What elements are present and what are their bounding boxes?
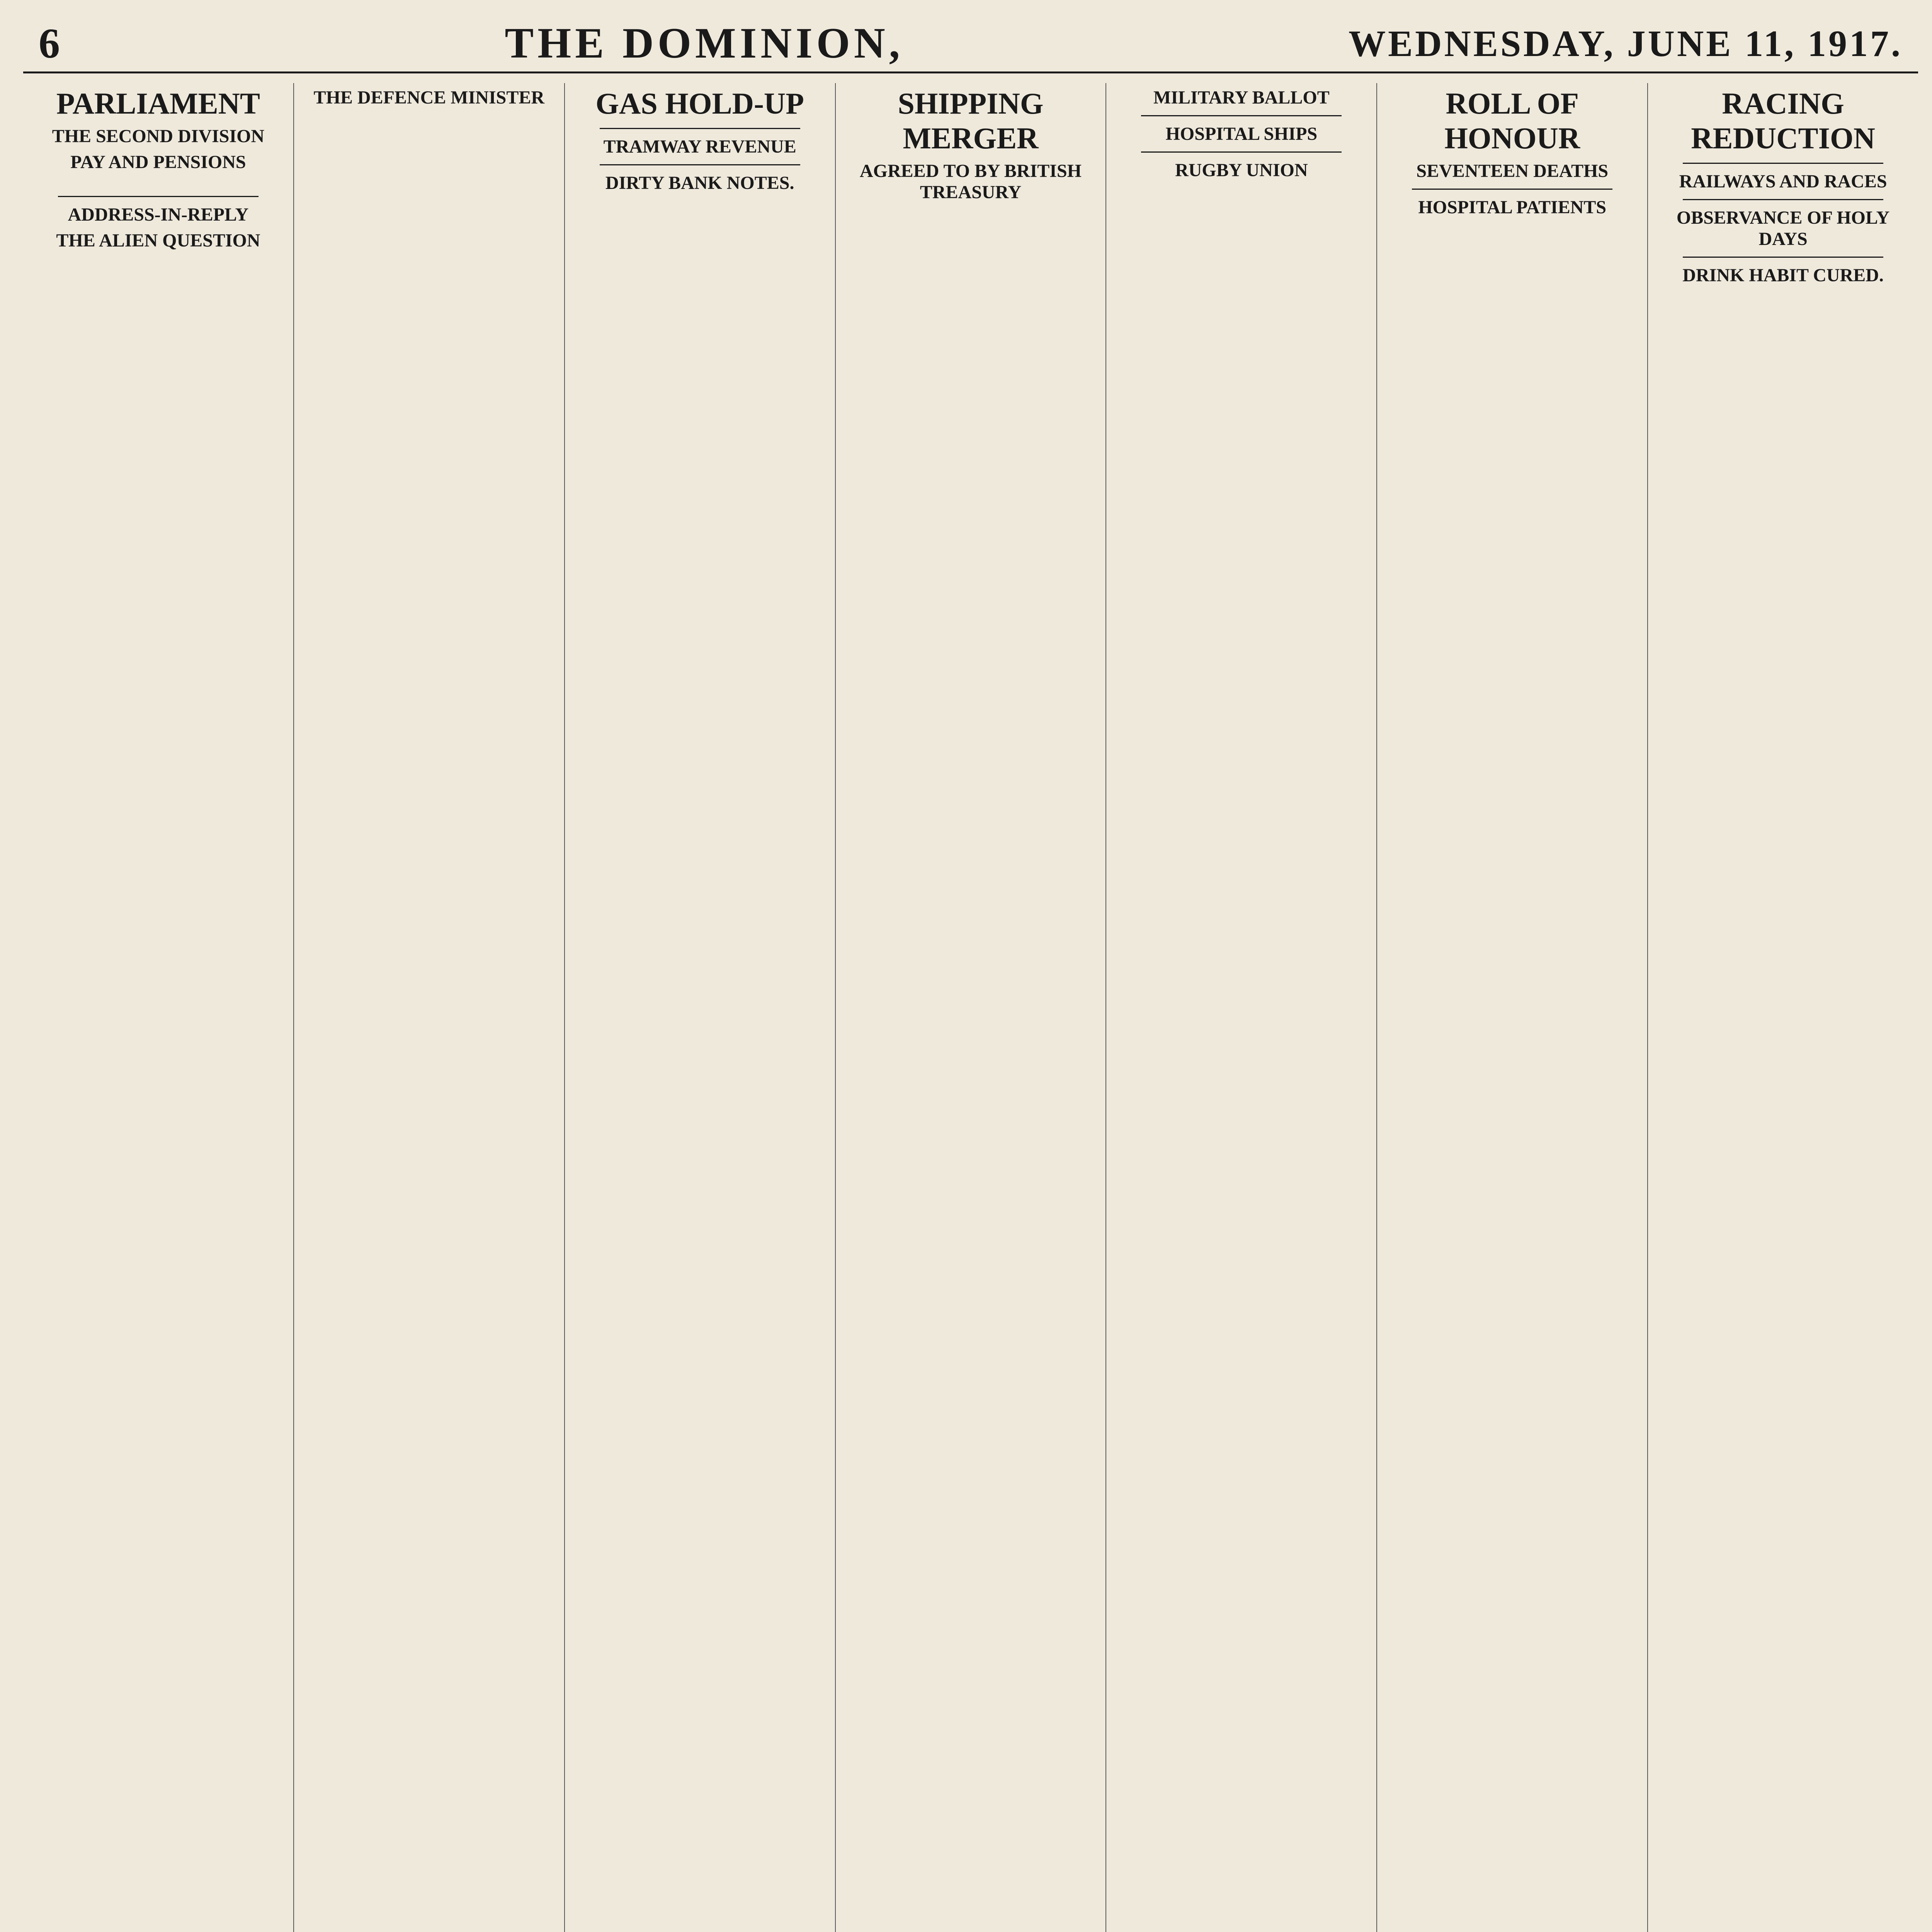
subheading: RUGBY UNION bbox=[1175, 160, 1308, 180]
divider bbox=[1141, 115, 1342, 116]
paper-title: THE DOMINION, bbox=[505, 19, 904, 67]
subheading: TRAMWAY REVENUE bbox=[603, 136, 796, 157]
subheading: MILITARY BALLOT bbox=[1153, 87, 1330, 108]
subheading: DRINK HABIT CURED. bbox=[1682, 265, 1884, 286]
subheading: HOSPITAL PATIENTS bbox=[1418, 197, 1607, 218]
subheading: PAY AND PENSIONS bbox=[70, 152, 246, 172]
headline: RACING REDUCTION bbox=[1691, 87, 1875, 155]
divider bbox=[1412, 189, 1612, 190]
headline: SHIPPING MERGER bbox=[898, 87, 1044, 155]
column-6 bbox=[1377, 83, 1648, 1932]
subheading: DIRTY BANK NOTES. bbox=[605, 173, 794, 193]
divider bbox=[1141, 151, 1342, 153]
subheading: ADDRESS-IN-REPLY bbox=[68, 204, 249, 225]
divider bbox=[58, 196, 259, 197]
column-2 bbox=[294, 83, 565, 1932]
subheading: THE SECOND DIVISION bbox=[52, 126, 265, 146]
column-5 bbox=[1106, 83, 1377, 1932]
subheading: HOSPITAL SHIPS bbox=[1165, 124, 1318, 144]
page-number: 6 bbox=[39, 20, 60, 67]
divider bbox=[1683, 163, 1883, 164]
issue-date: WEDNESDAY, JUNE 11, 1917. bbox=[1349, 23, 1903, 64]
columns bbox=[23, 83, 1918, 1932]
divider bbox=[1683, 257, 1883, 258]
headline: PARLIAMENT bbox=[56, 87, 260, 120]
divider bbox=[600, 164, 800, 165]
column-7 bbox=[1648, 83, 1918, 1932]
headline: GAS HOLD-UP bbox=[595, 87, 804, 120]
subheading: THE ALIEN QUESTION bbox=[56, 230, 260, 251]
subheading: AGREED TO BY BRITISH TREASURY bbox=[860, 161, 1082, 202]
masthead bbox=[23, 15, 1918, 73]
divider bbox=[600, 128, 800, 129]
headline: ROLL OF HONOUR bbox=[1444, 87, 1580, 155]
divider bbox=[1683, 199, 1883, 200]
column-3 bbox=[565, 83, 836, 1932]
column-1 bbox=[23, 83, 294, 1932]
subheading: OBSERVANCE OF HOLY DAYS bbox=[1676, 207, 1890, 249]
subheading: THE DEFENCE MINISTER bbox=[313, 87, 545, 108]
subheading: SEVENTEEN DEATHS bbox=[1416, 161, 1609, 181]
subheading: RAILWAYS AND RACES bbox=[1679, 171, 1887, 192]
newspaper-page bbox=[23, 15, 1918, 1932]
column-4 bbox=[836, 83, 1107, 1932]
